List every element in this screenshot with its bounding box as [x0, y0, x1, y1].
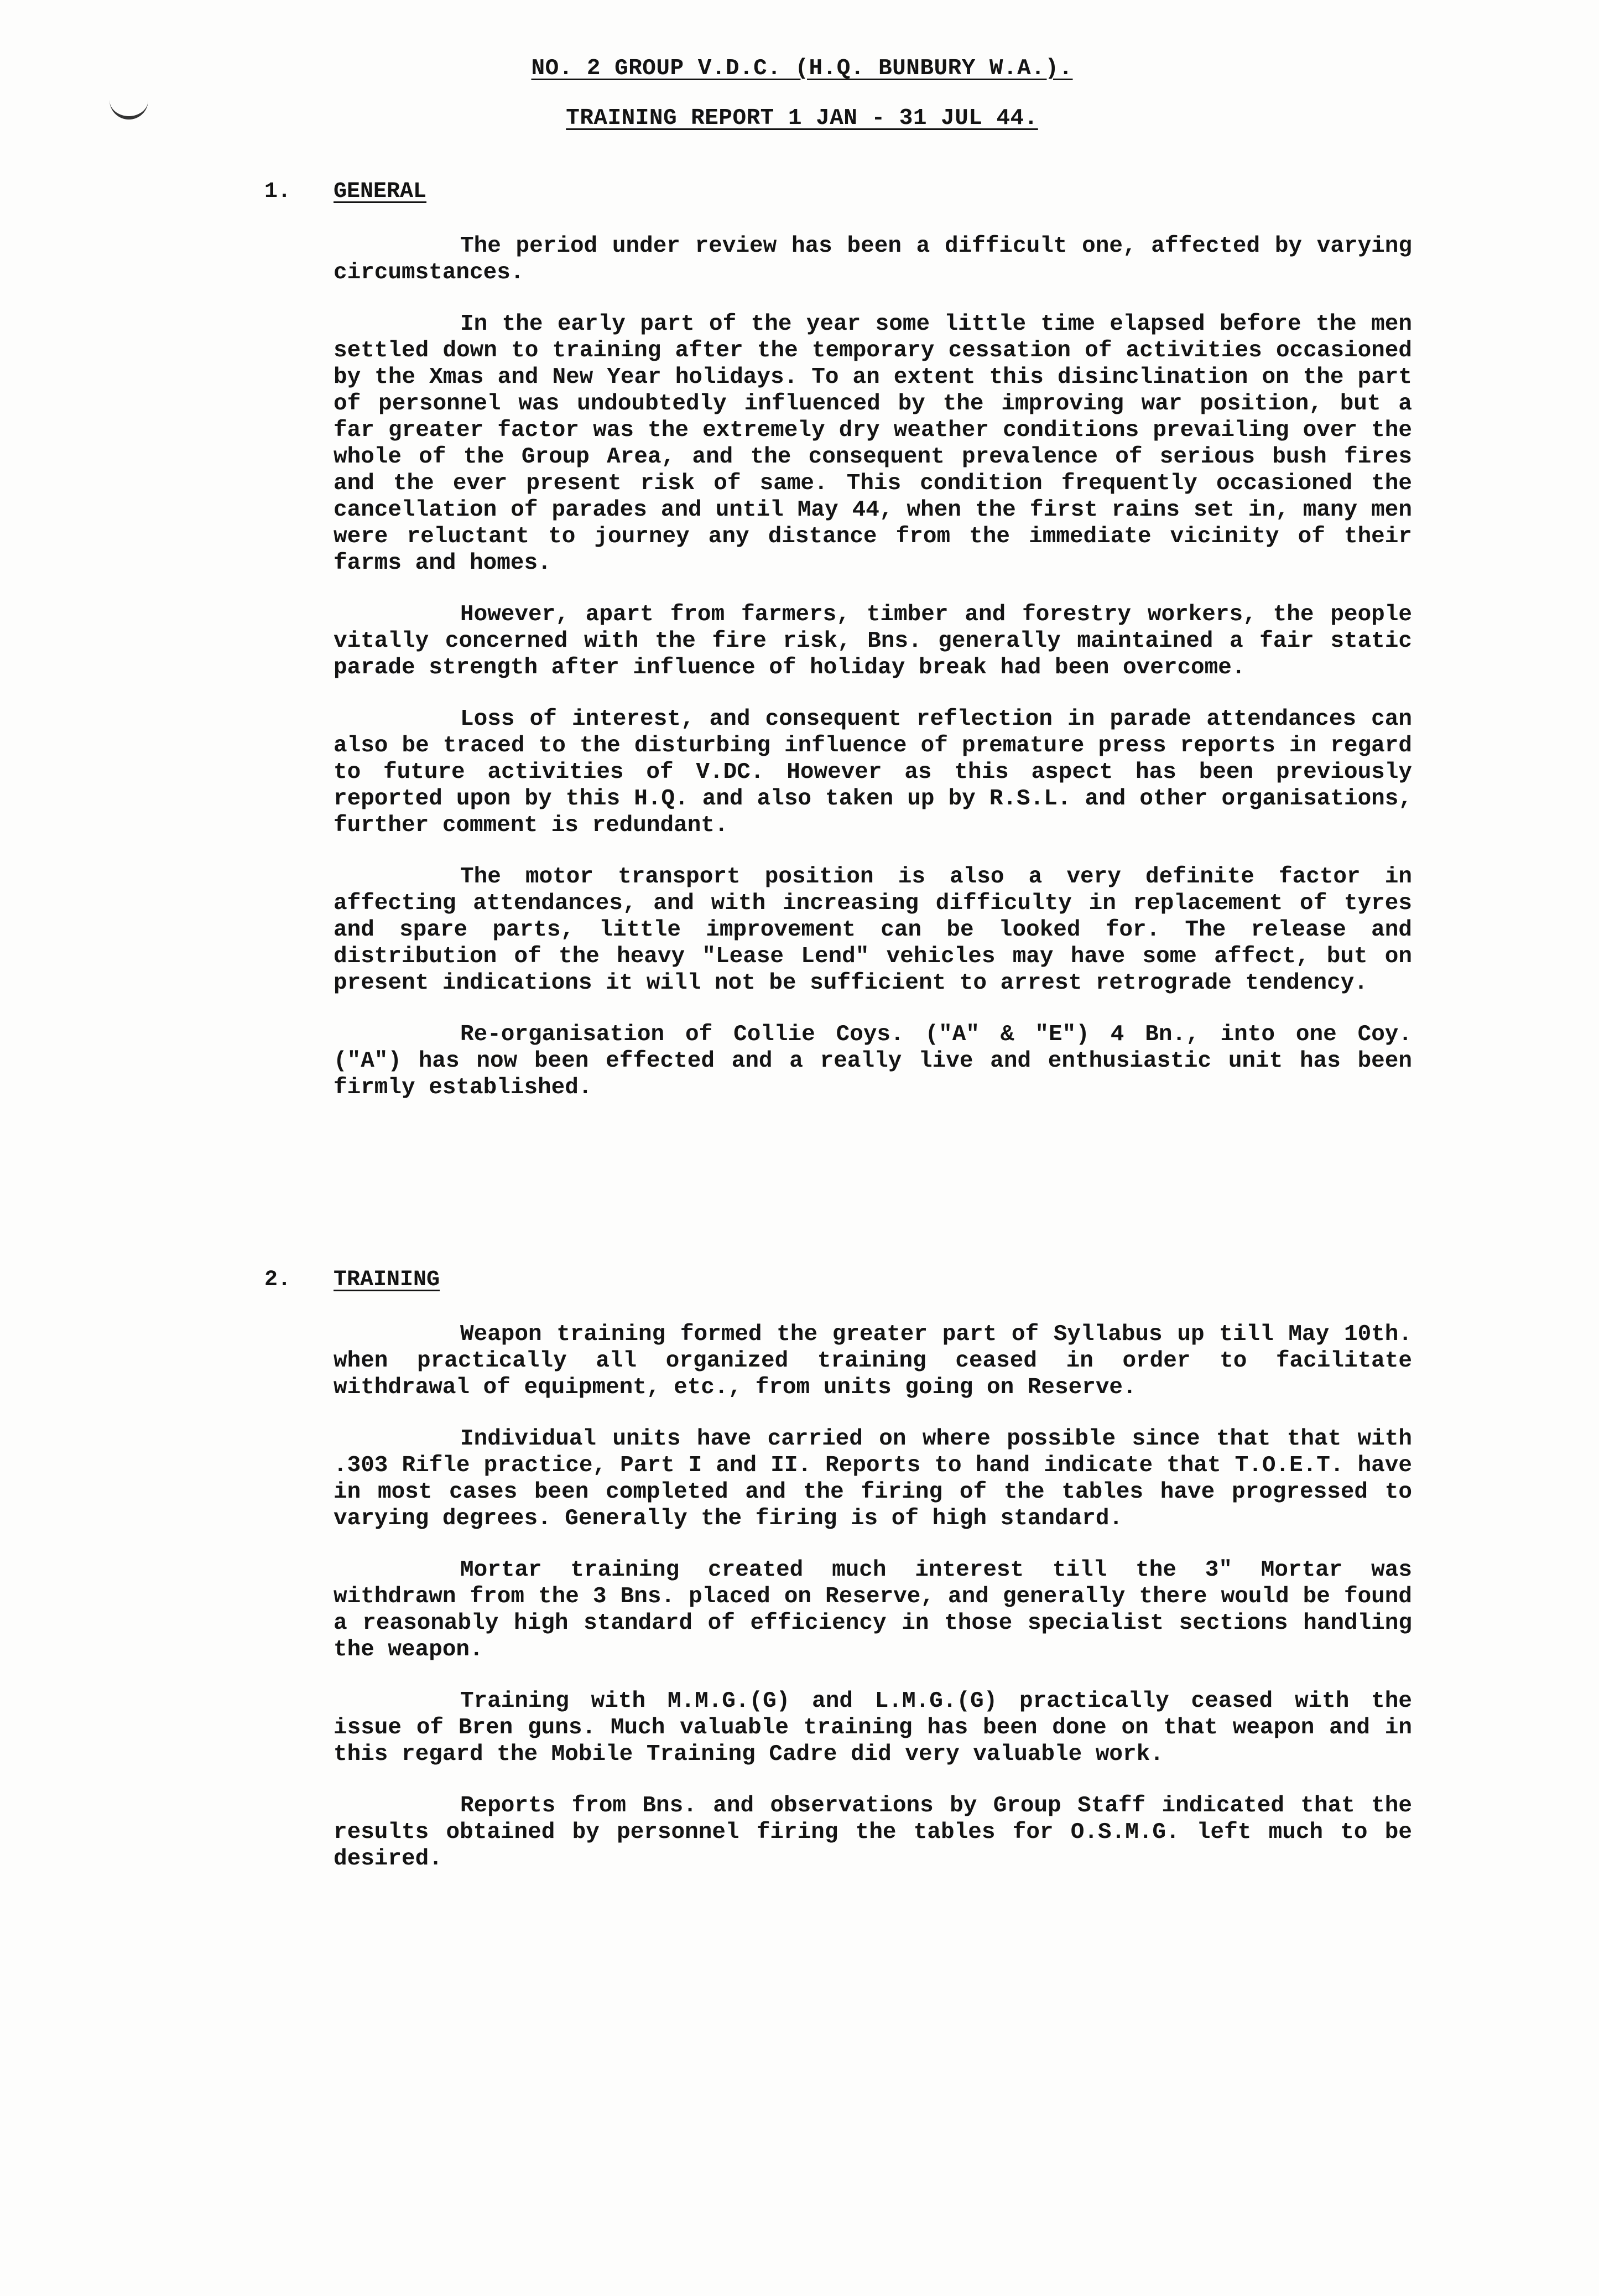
- section-heading: [264, 176, 1409, 208]
- section-general: [264, 176, 1412, 1126]
- pen-mark: [110, 93, 148, 120]
- header-subtitle: TRAINING REPORT 1 JAN - 31 JUL 44.: [566, 106, 1038, 131]
- section-number: 2.: [264, 1268, 291, 1292]
- paragraph: Training with M.M.G.(G) and L.M.G.(G) practically ceased with the issue of Bren guns. Much valuable training has been done on that weapon and in this regard the Mobile Training Cadre did very valuable work.: [334, 1689, 1412, 1767]
- section-number: 1.: [264, 179, 291, 204]
- paragraph: Mortar training created much interest till the 3" Mortar was withdrawn from the 3 Bns. placed on Reserve, and generally there would be found a reasonably high standard of efficiency in those specialist sections handling the weapon.: [334, 1557, 1412, 1663]
- section-body: [334, 1321, 1412, 1872]
- paragraph: Individual units have carried on where possible since that that with .303 Rifle practice, Part I and II. Reports to hand indicate that T.O.E.T. have in most cases been completed and the firing of the tables have progressed to varying degrees. Generally the firing is of high standard.: [334, 1426, 1412, 1531]
- section-title: GENERAL: [334, 179, 427, 204]
- paragraph: The motor transport position is also a very definite factor in affecting attendances, and with increasing difficulty in replacement of tyres and spare parts, little improvement can be looked for. The release and distribution of the heavy "Lease Lend" vehicles may have some affect, but on present indications it will not be sufficient to arrest retrograde tendency.: [334, 864, 1412, 996]
- paragraph: Reports from Bns. and observations by Group Staff indicated that the results obtained by personnel firing the tables for O.S.M.G. left much to be desired.: [334, 1793, 1412, 1872]
- paragraph: The period under review has been a difficult one, affected by varying circumstances.: [334, 233, 1412, 285]
- paragraph: Weapon training formed the greater part of Syllabus up till May 10th. when practically all organized training ceased in order to facilitate withdrawal of equipment, etc., from units going on Reserve.: [334, 1322, 1412, 1400]
- header-title: NO. 2 GROUP V.D.C. (H.Q. BUNBURY W.A.).: [531, 56, 1073, 81]
- section-body: [334, 233, 1412, 1101]
- section-training: [264, 1264, 1412, 1897]
- section-heading: [264, 1264, 1409, 1296]
- paragraph: However, apart from farmers, timber and forestry workers, the people vitally concerned with the fire risk, Bns. generally maintained a fair static parade strength after influence of holiday break had been overcome.: [334, 602, 1412, 681]
- paragraph: Loss of interest, and consequent reflection in parade attendances can also be traced to the disturbing influence of premature press reports in regard to future activities of V.DC. However as this aspect has been previously reported upon by this H.Q. and also taken up by R.S.L. and other organisations, further comment is redundant.: [334, 707, 1412, 838]
- document-header: [310, 53, 1294, 134]
- section-title: TRAINING: [334, 1268, 440, 1292]
- paragraph: Re-organisation of Collie Coys. ("A" & "E") 4 Bn., into one Coy. ("A") has now been effected and a really live and enthusiastic unit has been firmly established.: [334, 1022, 1412, 1100]
- paragraph: In the early part of the year some little time elapsed before the men settled down to training after the temporary cessation of activities occasioned by the Xmas and New Year holidays. To an extent this disinclination on the part of personnel was undoubtedly influenced by the improving war position, but a far greater factor was the extremely dry weather conditions prevailing over the whole of the Group Area, and the consequent prevalence of serious bush fires and the ever present risk of same. This condition frequently occasioned the cancellation of parades and until May 44, when the first rains set in, many men were reluctant to journey any distance from the immediate vicinity of their farms and homes.: [334, 311, 1412, 576]
